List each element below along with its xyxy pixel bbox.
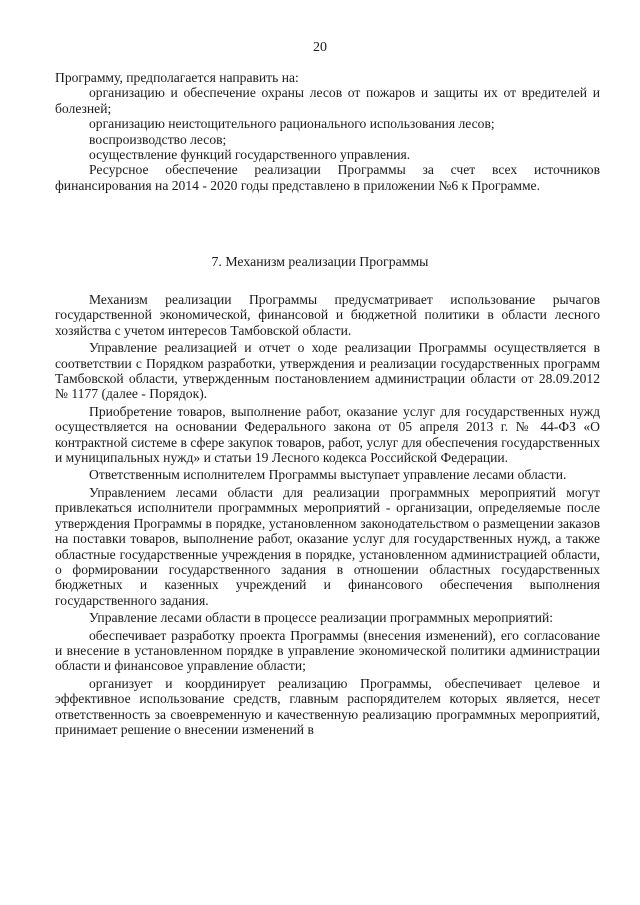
paragraph: Программу, предполагается направить на: [55, 70, 299, 85]
list-item: организацию и обеспечение охраны лесов от пожаров и защиты их от вредителей и болезней; [55, 85, 600, 116]
paragraph: Приобретение товаров, выполнение работ, оказание услуг для государственных нужд осуществляется на основании Федерального закона от 05 апреля 2013 г. № 44-ФЗ «О контрактной системе в сфере закупок товаров, работ, услуг для обеспечения государственных и муниципальных нужд» и статьи 19 Лесного кодекса Российской Федерации. [55, 403, 600, 466]
paragraph: Управление лесами области в процессе реализации программных мероприятий: [89, 610, 554, 626]
paragraph: обеспечивает разработку проекта Программы (внесения изменений), его согласование и внесение в установленном порядке в управление экономической политики администрации области и финансовое управление области; [55, 627, 600, 674]
page-number: 20 [313, 40, 327, 55]
paragraph: Управлением лесами области для реализации программных мероприятий могут привлекаться исполнители программных мероприятий - организации, определяемые после утверждения Программы в порядке, установленном законодательством о размещении заказов на поставки товаров, выполнение работ, оказание услуг для государственных нужд, а также областные государственные учреждения в порядке, установленном администрацией области, о формировании государственного задания в отношении областных государственных бюджетных и казенных учреждений и финансового обеспечения выполнения государственного задания. [55, 484, 600, 608]
section-text-block [55, 292, 600, 737]
list-item: осуществление функций государственного управления. [89, 147, 411, 163]
list-item: воспроизводство лесов; [89, 131, 227, 147]
paragraph: Ответственным исполнителем Программы выступает управление лесами области. [89, 467, 567, 483]
section-title: 7. Механизм реализации Программы [211, 254, 429, 269]
paragraph: Управление реализацией и отчет о ходе реализации Программы осуществляется в соответствии с Порядком разработки, утверждения и реализации государственных программ Тамбовской области, утвержденным постановлением администрации области от 28.09.2012 № 1177 (далее - Порядок). [55, 340, 600, 402]
intro-text-block [55, 70, 600, 193]
paragraph: организует и координирует реализацию Программы, обеспечивает целевое и эффективное использование средств, главным распорядителем которых является, несет ответственность за своевременную и качественную реализацию программных мероприятий, принимает решение о внесении изменений в [55, 675, 600, 737]
list-item: организацию неистощительного рационального использования лесов; [89, 116, 495, 132]
paragraph: Механизм реализации Программы предусматривает использование рычагов государственной экономической, финансовой и бюджетной политики в области лесного хозяйства с учетом интересов Тамбовской области. [55, 292, 600, 338]
paragraph: Ресурсное обеспечение реализации Программы за счет всех источников финансирования на 2014 - 2020 годы представлено в приложении №6 к Программе. [55, 162, 600, 193]
